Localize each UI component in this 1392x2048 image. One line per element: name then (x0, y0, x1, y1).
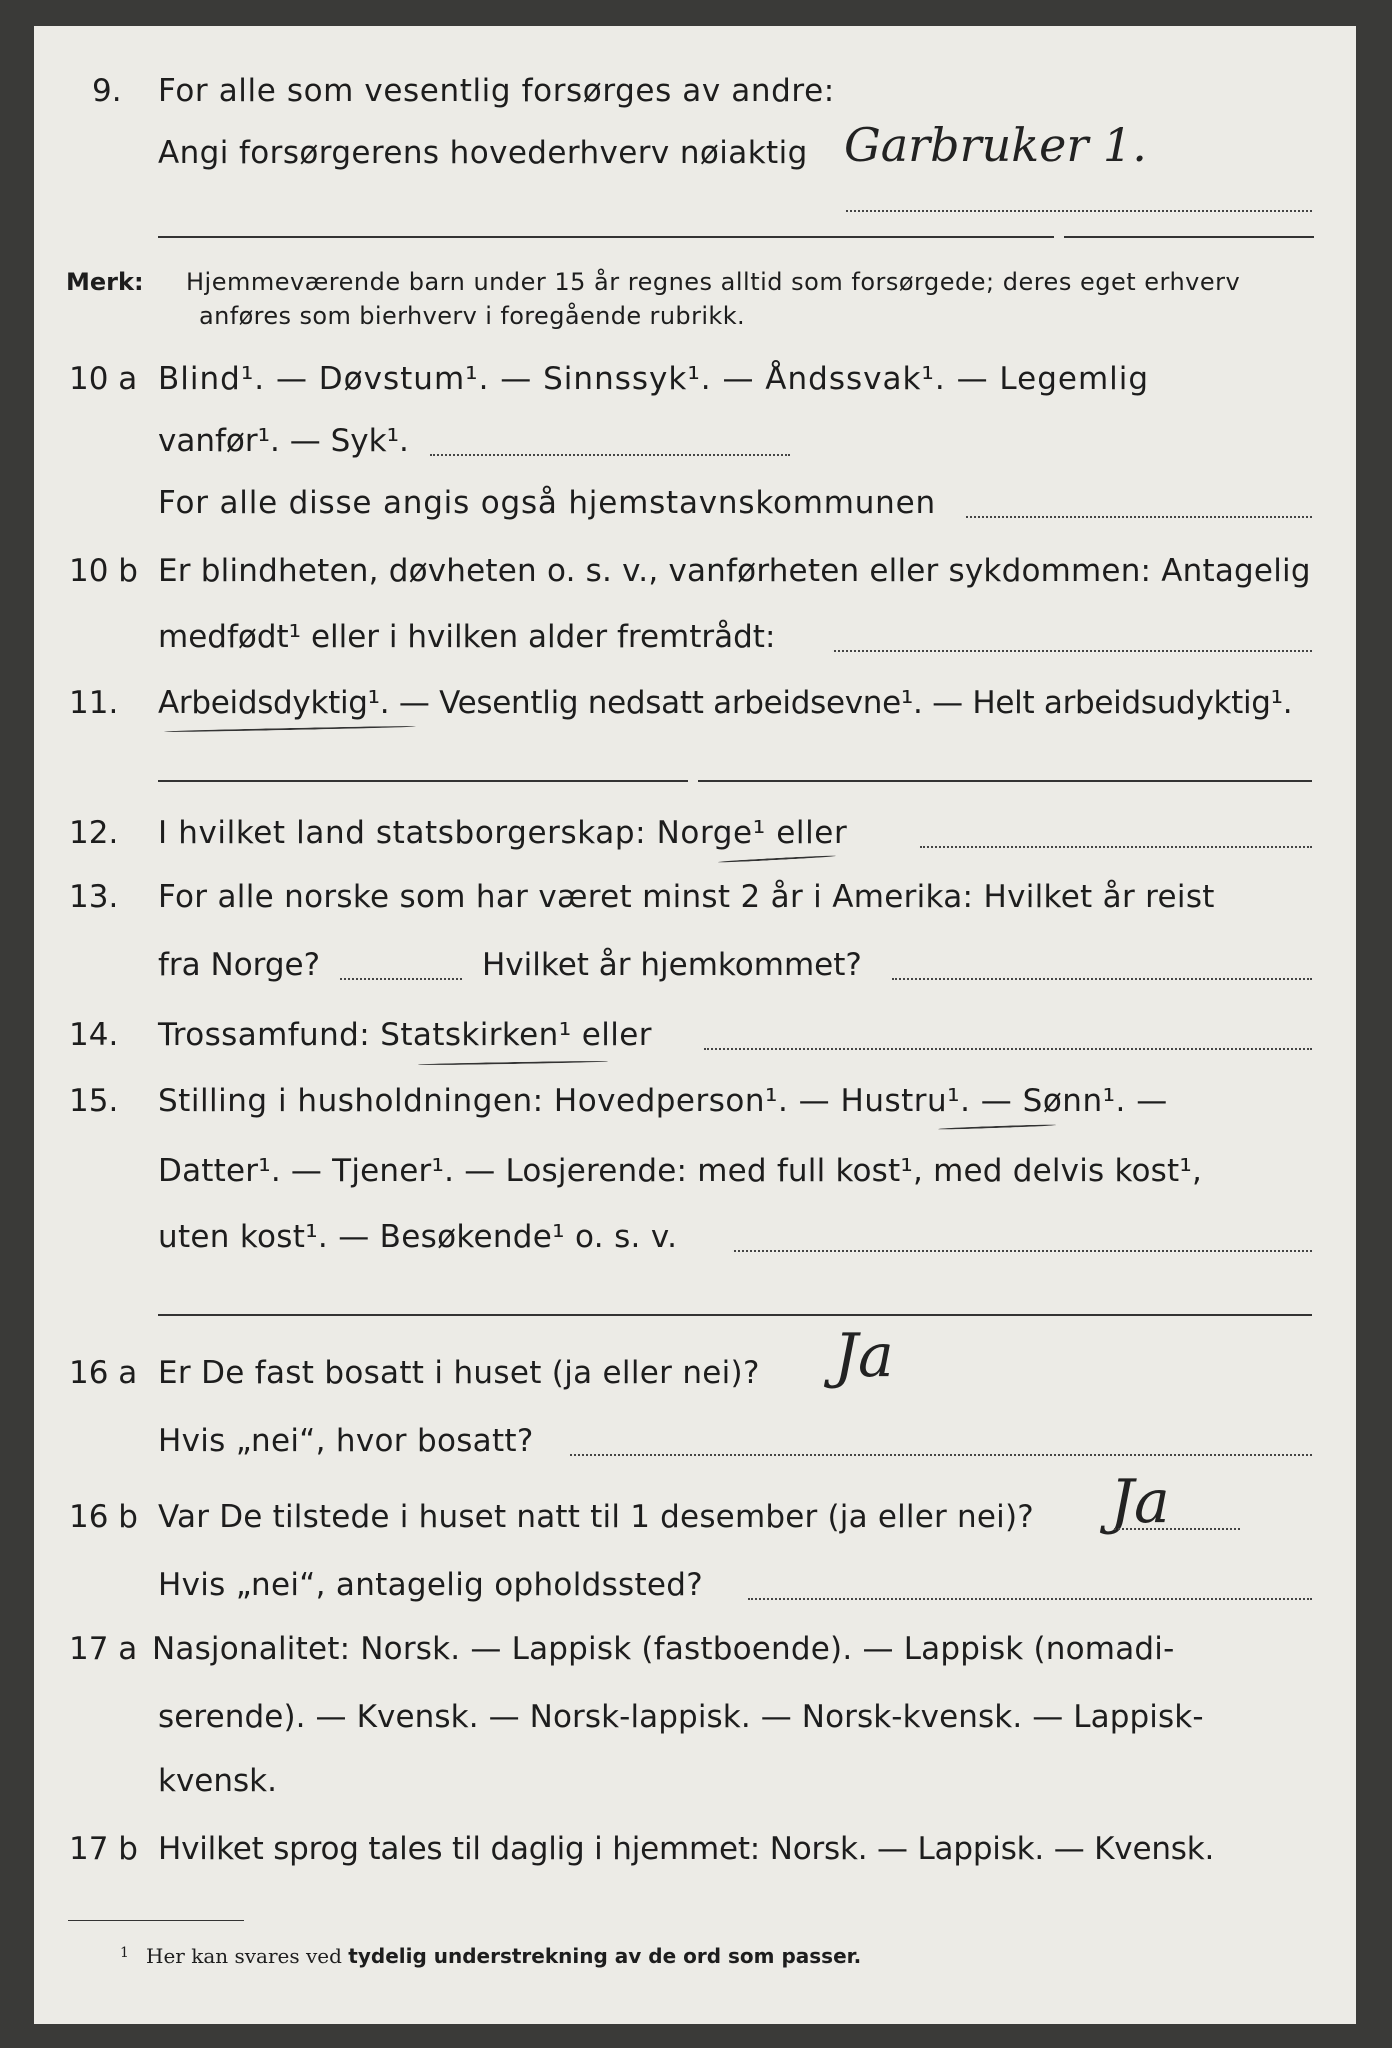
question-10a-line3: For alle disse angis også hjemstavnskommunen (158, 485, 936, 521)
note-label: Merk: (66, 268, 144, 296)
question-10a-syk-line (430, 454, 790, 456)
question-14-number: 14. (69, 1017, 119, 1053)
question-16b-answer-line (1114, 1528, 1240, 1530)
question-17a-line2: serende). — Kvensk. — Norsk-lappisk. — Norsk-kvensk. — Lappisk- (158, 1699, 1204, 1735)
question-17b-number: 17 b (69, 1831, 138, 1867)
footnote-rule (68, 1920, 244, 1921)
question-14-line1: Trossamfund: Statskirken¹ eller (158, 1017, 652, 1053)
question-16a-line1: Er De fast bosatt i huset (ja eller nei)? (158, 1355, 760, 1391)
question-15-line1: Stilling i husholdningen: Hovedperson¹. — Hustru¹. — Sønn¹. — (158, 1083, 1168, 1119)
question-16b-answer[interactable]: Ja (1110, 1467, 1170, 1537)
question-13-number: 13. (69, 879, 119, 915)
question-15-number: 15. (69, 1083, 119, 1119)
question-9-number: 9. (92, 73, 122, 109)
question-15-answer-underline[interactable] (938, 1124, 1056, 1130)
question-9-rule-a (158, 236, 1054, 238)
question-14-eller-line (704, 1048, 1312, 1050)
question-16b-line2: Hvis „nei“, antagelig opholdssted? (158, 1567, 704, 1603)
question-15-besokende-line (734, 1250, 1312, 1252)
question-10a-line2: vanfør¹. — Syk¹. (158, 423, 409, 459)
question-11-number: 11. (69, 685, 119, 721)
question-17a-line1: Nasjonalitet: Norsk. — Lappisk (fastboende). — Lappisk (nomadi- (152, 1631, 1175, 1667)
question-11-line1: Arbeidsdyktig¹. — Vesentlig nedsatt arbeidsevne¹. — Helt arbeidsudyktig¹. (158, 685, 1293, 721)
question-13-hjemkommet-line (892, 978, 1312, 980)
footnote-text (146, 1946, 861, 1966)
question-9-line2: Angi forsørgerens hovederhverv nøiaktig (158, 135, 808, 171)
question-10a-line1: Blind¹. — Døvstum¹. — Sinnssyk¹. — Åndssvak¹. — Legemlig (158, 361, 1150, 397)
question-16a-number: 16 a (69, 1355, 138, 1391)
question-16b-line1: Var De tilstede i huset natt til 1 desember (ja eller nei)? (158, 1499, 1034, 1535)
question-13-line2a: fra Norge? (158, 947, 321, 983)
question-17b-line1: Hvilket sprog tales til daglig i hjemmet: Norsk. — Lappisk. — Kvensk. (158, 1831, 1215, 1867)
question-12-eller-line (920, 846, 1312, 848)
question-12-number: 12. (69, 815, 119, 851)
question-9-answer-line (846, 210, 1312, 212)
note-line2: anføres som bierhverv i foregående rubrikk. (199, 302, 746, 330)
question-10b-number: 10 b (69, 553, 138, 589)
question-13-line2b: Hvilket år hjemkommet? (482, 947, 862, 983)
footnote-plain: Her kan svares ved (146, 1944, 342, 1968)
note-line1: Hjemmeværende barn under 15 år regnes alltid som forsørgede; deres eget erhverv (186, 268, 1241, 296)
question-13-reist-line (340, 978, 462, 980)
question-9-rule-b (1064, 236, 1314, 238)
question-16b-opholdssted-line (748, 1598, 1312, 1600)
question-15-line2: Datter¹. — Tjener¹. — Losjerende: med full kost¹, med delvis kost¹, (158, 1153, 1203, 1189)
question-10a-number: 10 a (69, 361, 138, 397)
question-16a-bosatt-line (570, 1454, 1312, 1456)
question-11-rule-a (158, 780, 688, 782)
question-10b-line1: Er blindheten, døvheten o. s. v., vanførheten eller sykdommen: Antagelig (158, 553, 1311, 589)
footnote-bold: tydelig understrekning av de ord som passer. (348, 1944, 862, 1968)
question-14-answer-underline[interactable] (418, 1060, 608, 1065)
question-15-line3: uten kost¹. — Besøkende¹ o. s. v. (158, 1219, 678, 1255)
question-11-rule-b (698, 780, 1312, 782)
question-10b-line2: medfødt¹ eller i hvilken alder fremtrådt: (158, 619, 776, 655)
question-10b-alder-line (834, 650, 1312, 652)
question-17a-number: 17 a (69, 1631, 138, 1667)
question-16a-answer[interactable]: Ja (834, 1321, 894, 1391)
question-9-answer[interactable]: Garbruker 1. (844, 118, 1147, 172)
question-13-line1: For alle norske som har været minst 2 år i Amerika: Hvilket år reist (158, 879, 1215, 915)
question-16b-number: 16 b (69, 1499, 138, 1535)
question-9-line1: For alle som vesentlig forsørges av andre: (158, 73, 835, 109)
question-16a-line2: Hvis „nei“, hvor bosatt? (158, 1423, 534, 1459)
question-15-rule (158, 1314, 1312, 1316)
question-12-line1: I hvilket land statsborgerskap: Norge¹ eller (158, 815, 848, 851)
question-10a-kommune-line (966, 516, 1312, 518)
question-17a-line3: kvensk. (158, 1763, 277, 1799)
question-12-answer-underline[interactable] (718, 855, 836, 863)
footnote-mark: 1 (120, 1945, 129, 1961)
question-11-answer-underline[interactable] (164, 725, 416, 732)
census-form-page (34, 26, 1356, 2024)
